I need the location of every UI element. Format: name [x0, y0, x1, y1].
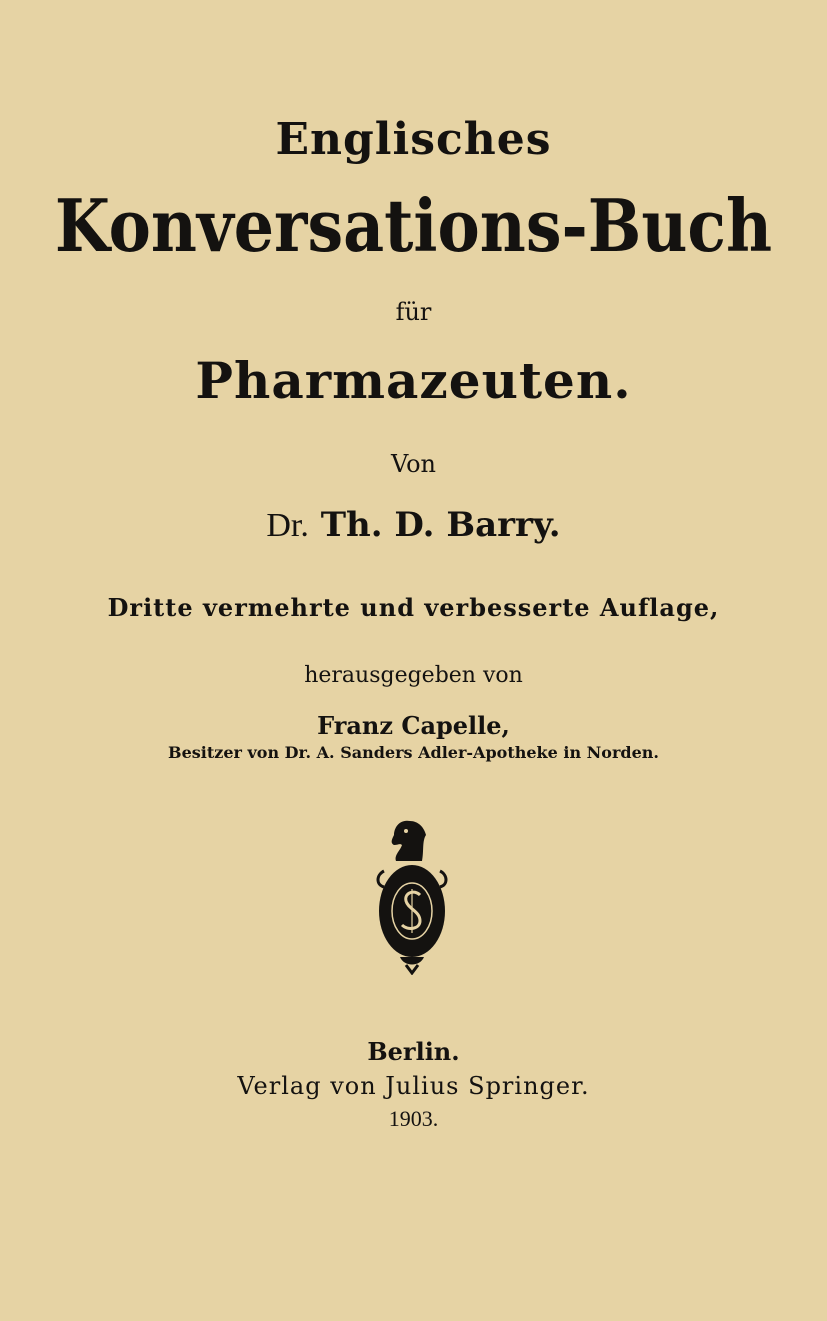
author-name: Th. D. Barry. [320, 505, 561, 545]
title-line-fuer: für [395, 298, 432, 326]
edited-by-label: herausgegeben von [304, 663, 523, 688]
title-line-englisches: Englisches [275, 114, 552, 165]
springer-knight-emblem-icon [370, 815, 454, 975]
author-line [0, 505, 827, 545]
imprint-year: 1903. [388, 1106, 439, 1131]
editor-title: Besitzer von Dr. A. Sanders Adler-Apotheke in Norden. [168, 743, 659, 762]
by-label: Von [390, 450, 437, 478]
imprint-publisher: Verlag von Julius Springer. [237, 1072, 590, 1100]
imprint-city: Berlin. [367, 1037, 460, 1066]
editor-name: Franz Capelle, [317, 711, 510, 740]
title-line-konversations-buch: Konversations-Buch [54, 183, 773, 268]
edition-statement: Dritte vermehrte und verbesserte Auflage, [107, 593, 720, 622]
author-prefix: Dr. [266, 507, 309, 544]
title-line-pharmazeuten: Pharmazeuten. [195, 351, 632, 410]
